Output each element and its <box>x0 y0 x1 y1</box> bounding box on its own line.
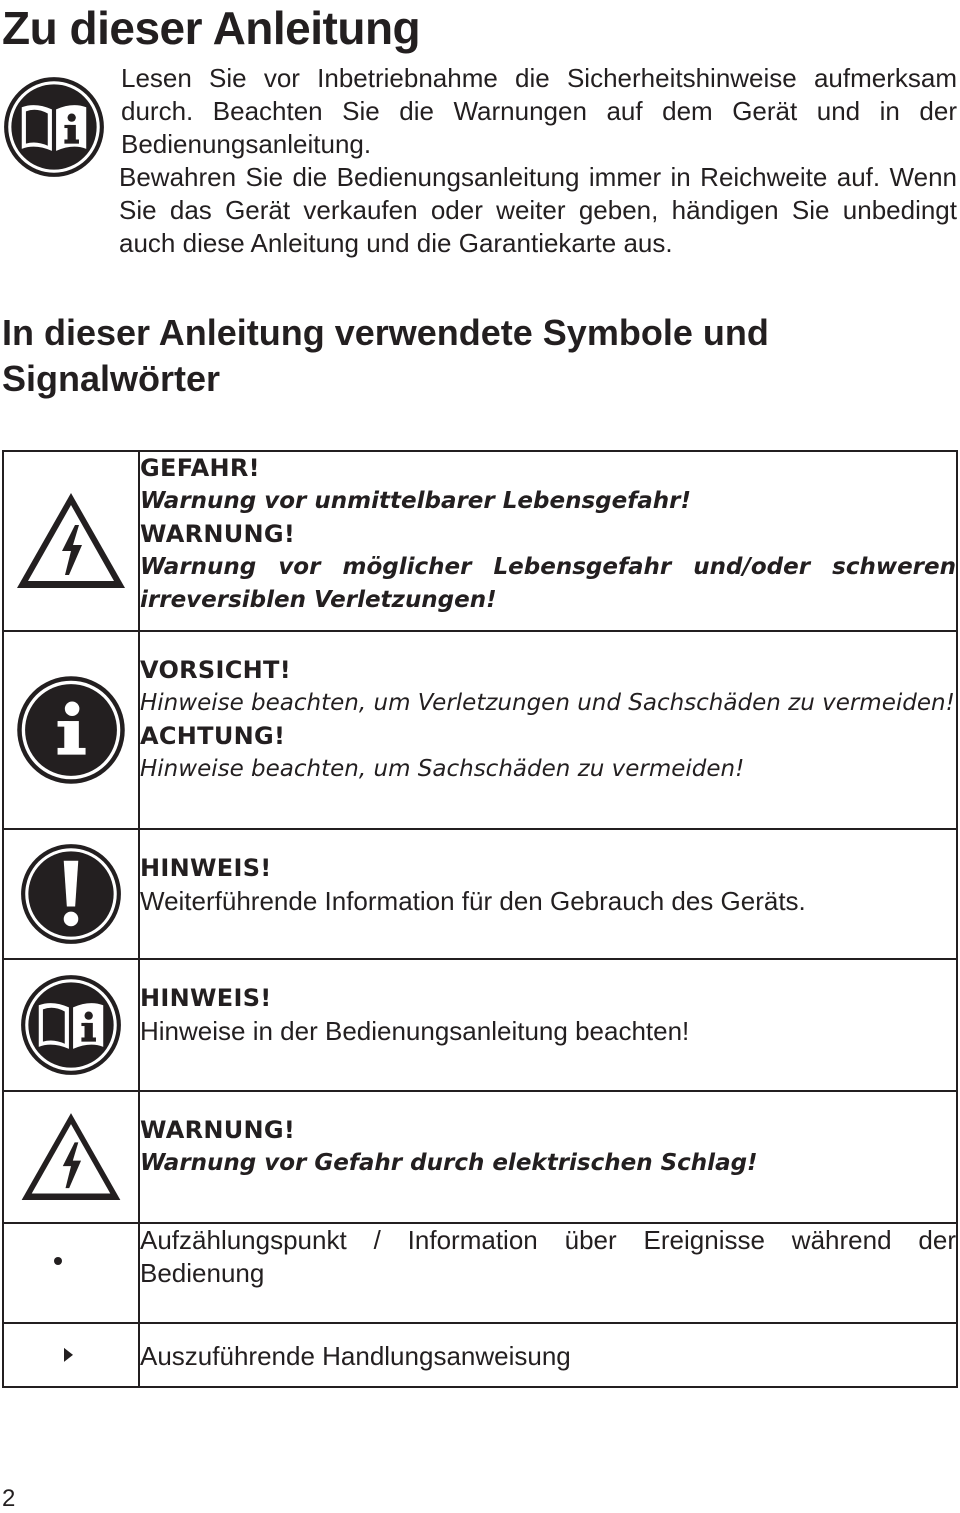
intro-paragraph-1: Lesen Sie vor Inbetriebnahme die Sicherheitshinweise aufmerksam durch. Beachten Sie die Warnungen auf dem Gerät und in der Bedienungsanleitung. <box>121 63 957 159</box>
signal-word-gefahr: GEFAHR! <box>140 454 260 482</box>
signal-word-hinweis: HINWEIS! <box>140 854 272 882</box>
table-row <box>3 829 957 959</box>
arrow-right-icon <box>62 1346 74 1364</box>
table-row <box>3 631 957 829</box>
manual-info-icon <box>2 75 106 179</box>
signal-description: Warnung vor möglicher Lebensgefahr und/oder schweren irreversiblen Verletzungen! <box>140 554 956 613</box>
manual-info-icon <box>19 973 123 1077</box>
table-row <box>3 959 957 1091</box>
signal-description: Hinweise in der Bedienungsanleitung beachten! <box>140 1016 690 1046</box>
table-row <box>3 451 957 631</box>
symbols-table <box>2 450 958 1388</box>
exclamation-circle-icon <box>19 842 123 946</box>
signal-word-hinweis: HINWEIS! <box>140 984 272 1012</box>
signal-description: Hinweise beachten, um Sachschäden zu vermeiden! <box>140 756 745 782</box>
electric-warning-triangle-icon <box>13 489 129 593</box>
signal-description: Auszuführende Handlungsanweisung <box>140 1341 571 1371</box>
electric-warning-triangle-icon <box>18 1109 124 1205</box>
signal-description: Warnung vor unmittelbarer Lebensgefahr! <box>140 488 691 514</box>
page-title: Zu dieser Anleitung <box>2 2 421 54</box>
info-circle-icon <box>15 674 127 786</box>
section-title: In dieser Anleitung verwendete Symbole und Signalwörter <box>2 312 769 399</box>
signal-description: Weiterführende Information für den Gebrauch des Geräts. <box>140 886 806 916</box>
page-number: 2 <box>2 1485 16 1512</box>
signal-description: Hinweise beachten, um Verletzungen und Sachschäden zu vermeiden! <box>140 690 955 716</box>
table-row <box>3 1091 957 1223</box>
intro-text <box>119 62 957 260</box>
signal-word-warnung: WARNUNG! <box>140 520 296 548</box>
signal-word-vorsicht: VORSICHT! <box>140 656 291 684</box>
table-row <box>3 1323 957 1387</box>
signal-word-achtung: ACHTUNG! <box>140 722 286 750</box>
signal-description: Warnung vor Gefahr durch elektrischen Schlag! <box>140 1150 758 1176</box>
bullet-icon <box>52 1255 64 1267</box>
signal-description: Aufzählungspunkt / Information über Ereignisse während der Bedienung <box>140 1225 956 1288</box>
signal-word-warnung: WARNUNG! <box>140 1116 296 1144</box>
intro-paragraph-2: Bewahren Sie die Bedienungsanleitung immer in Reichweite auf. Wenn Sie das Gerät verkaufen oder weiter geben, händigen Sie unbedingt auch diese Anleitung und die Garantiekarte aus. <box>119 162 957 258</box>
table-row <box>3 1223 957 1323</box>
